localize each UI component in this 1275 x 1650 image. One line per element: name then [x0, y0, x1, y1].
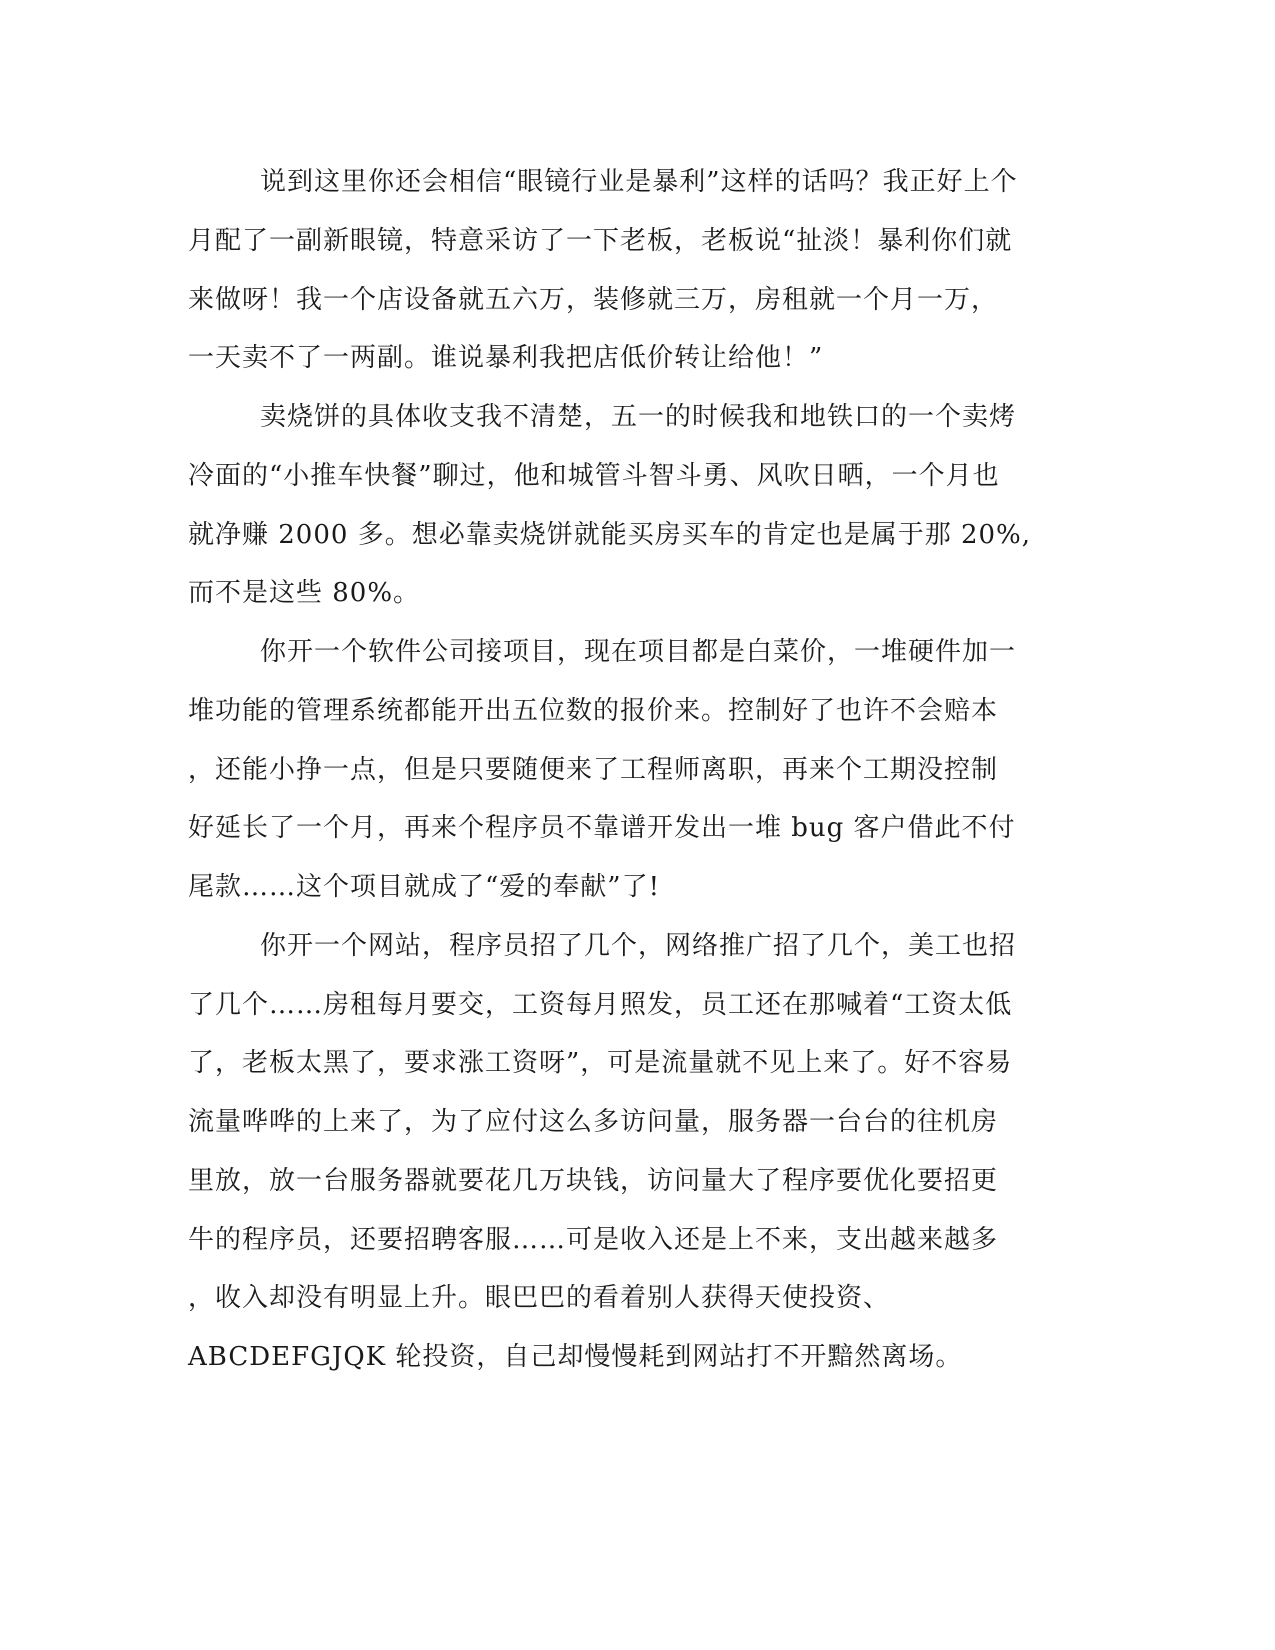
paragraph-4-line-1: 你开一个网站，程序员招了几个，网络推广招了几个，美工也招 [260, 931, 1017, 961]
paragraph-4-line-5: 里放，放一台服务器就要花几万块钱，访问量大了程序要优化要招更 [188, 1166, 999, 1196]
paragraph-4-line-8: ABCDEFGJQK 轮投资，自己却慢慢耗到网站打不开黯然离场。 [188, 1342, 963, 1372]
paragraph-1-line-1: 说到这里你还会相信“眼镜行业是暴利”这样的话吗？我正好上个 [260, 167, 1018, 197]
paragraph-4-line-2: 了几个……房租每月要交，工资每月照发，员工还在那喊着“工资太低 [188, 990, 1013, 1020]
paragraph-1-line-3: 来做呀！我一个店设备就五六万，装修就三万，房租就一个月一万， [188, 285, 999, 315]
paragraph-2-line-2: 冷面的“小推车快餐”聊过，他和城管斗智斗勇、风吹日晒，一个月也 [188, 461, 1000, 491]
paragraph-3-line-5: 尾款……这个项目就成了“爱的奉献”了! [188, 872, 661, 902]
paragraph-4-line-3: 了，老板太黑了，要求涨工资呀”，可是流量就不见上来了。好不容易 [188, 1048, 1013, 1078]
paragraph-4-line-7: ，收入却没有明显上升。眼巴巴的看着别人获得天使投资、 [188, 1283, 891, 1313]
paragraph-3-line-4: 好延长了一个月，再来个程序员不靠谱开发出一堆 bug 客户借此不付 [188, 813, 1016, 843]
paragraph-1-line-4: 一天卖不了一两副。谁说暴利我把店低价转让给他！” [188, 343, 824, 373]
paragraph-3-line-3: ，还能小挣一点，但是只要随便来了工程师离职，再来个工期没控制 [188, 755, 999, 785]
paragraph-2-line-1: 卖烧饼的具体收支我不清楚，五一的时候我和地铁口的一个卖烤 [260, 402, 1017, 432]
paragraph-1-line-2: 月配了一副新眼镜，特意采访了一下老板，老板说“扯淡！暴利你们就 [188, 226, 1013, 256]
paragraph-3-line-1: 你开一个软件公司接项目，现在项目都是白菜价，一堆硬件加一 [260, 637, 1017, 667]
paragraph-4-line-4: 流量哗哗的上来了，为了应付这么多访问量，服务器一台台的往机房 [188, 1107, 999, 1137]
paragraph-2-line-3: 就净赚 2000 多。想必靠卖烧饼就能买房买车的肯定也是属于那 20%, [188, 520, 1032, 550]
paragraph-4-line-6: 牛的程序员，还要招聘客服……可是收入还是上不来，支出越来越多 [188, 1225, 999, 1255]
paragraph-3-line-2: 堆功能的管理系统都能开出五位数的报价来。控制好了也许不会赔本 [188, 696, 999, 726]
paragraph-2-line-4: 而不是这些 80%。 [188, 578, 421, 608]
